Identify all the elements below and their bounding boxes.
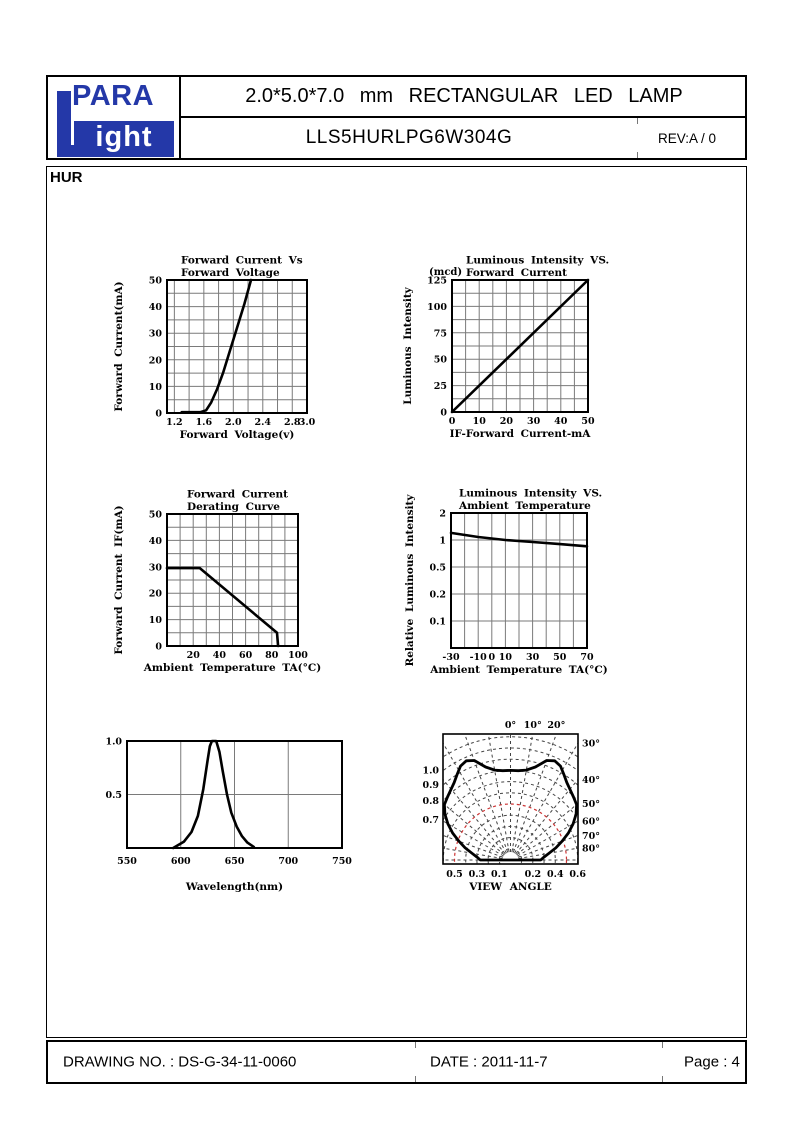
svg-text:1: 1 [439,535,446,547]
svg-text:2.8: 2.8 [283,417,301,428]
svg-text:40: 40 [554,416,568,427]
svg-text:Ambient Temperature TA(°C): Ambient Temperature TA(°C) [143,662,322,674]
svg-text:1.2: 1.2 [166,417,183,428]
svg-text:50: 50 [148,509,162,521]
svg-text:20°: 20° [547,720,566,731]
svg-text:10: 10 [472,416,486,427]
svg-text:0.1: 0.1 [429,616,446,628]
svg-text:50: 50 [433,354,447,366]
page-number: Page : 4 [684,1053,740,1071]
svg-text:0.8: 0.8 [422,796,439,808]
svg-text:-30: -30 [442,652,460,663]
svg-text:2: 2 [439,508,446,520]
svg-text:20: 20 [499,416,514,427]
svg-text:80°: 80° [582,843,600,855]
footer-date: DATE : 2011-11-7 [430,1053,548,1071]
svg-text:30: 30 [526,416,541,427]
svg-text:Wavelength(nm): Wavelength(nm) [185,881,284,893]
svg-text:(mcd): (mcd) [429,267,463,278]
revision-label: REV:A / 0 [658,130,717,146]
svg-text:Relative Luminous Intensity: Relative Luminous Intensity [404,494,416,667]
svg-text:IF-Forward Current-mA: IF-Forward Current-mA [449,428,591,440]
svg-text:Luminous Intensity VS.: Luminous Intensity VS. [459,487,603,500]
svg-text:100: 100 [288,650,308,661]
logo-text-para: PARA [72,80,155,112]
svg-text:60°: 60° [582,816,600,828]
footer-cell-divider-tick [415,1076,416,1082]
svg-text:1.0: 1.0 [422,765,439,777]
svg-text:80: 80 [265,650,279,661]
svg-text:10°: 10° [523,720,542,731]
svg-text:0: 0 [155,641,162,653]
svg-text:700: 700 [278,856,299,867]
svg-text:10: 10 [498,652,513,663]
svg-text:30°: 30° [582,738,600,750]
svg-text:20: 20 [186,650,200,661]
svg-text:Forward Current IF(mA): Forward Current IF(mA) [113,505,125,655]
svg-text:-10: -10 [469,652,487,663]
footer-cell-divider-tick [662,1076,663,1082]
logo-text-light: ight [74,121,174,157]
svg-text:Forward Current: Forward Current [187,488,289,501]
svg-text:0.5: 0.5 [429,562,446,574]
svg-text:Forward Current: Forward Current [466,267,568,279]
footer-cell-divider-tick [662,1042,663,1048]
intensity-temperature-chart [404,488,608,677]
svg-text:10: 10 [148,381,162,393]
footer [46,1040,747,1084]
footer-cell-divider-tick [415,1042,416,1048]
svg-text:750: 750 [332,856,352,867]
svg-text:100: 100 [427,301,447,313]
svg-text:10: 10 [148,615,162,627]
svg-text:Ambient Temperature TA(°C): Ambient Temperature TA(°C) [430,664,608,676]
svg-text:0: 0 [488,652,496,663]
svg-text:0.4: 0.4 [547,869,564,880]
svg-text:125: 125 [427,275,447,287]
svg-text:50: 50 [581,416,595,427]
iv-curve-chart [113,255,316,442]
drawing-number: DRAWING NO. : DS-G-34-11-0060 [63,1053,297,1071]
svg-text:60: 60 [238,650,253,661]
svg-text:30: 30 [525,652,540,663]
svg-text:0.7: 0.7 [422,815,439,827]
view-angle-chart [361,710,661,983]
svg-text:Derating Curve: Derating Curve [187,501,280,513]
product-title: 2.0*5.0*7.0 mm RECTANGULAR LED LAMP [181,77,747,118]
svg-text:70: 70 [580,652,594,663]
part-number: LLS5HURLPG6W304G [305,127,513,148]
svg-text:25: 25 [433,381,447,393]
svg-text:650: 650 [224,856,245,867]
svg-text:2.4: 2.4 [254,417,272,428]
svg-text:0: 0 [448,416,456,427]
svg-text:0.5: 0.5 [446,869,463,880]
svg-text:0.2: 0.2 [524,869,542,880]
svg-text:30: 30 [148,562,162,574]
svg-text:40: 40 [212,650,227,661]
svg-text:50: 50 [148,275,162,287]
svg-text:40: 40 [148,302,162,314]
svg-text:Forward Voltage: Forward Voltage [181,267,280,279]
svg-text:0.1: 0.1 [491,869,508,880]
svg-text:40°: 40° [582,775,600,787]
spectrum-chart [105,737,352,894]
svg-text:0.3: 0.3 [468,869,486,880]
svg-text:2.0: 2.0 [225,417,242,428]
svg-text:20: 20 [148,355,162,367]
svg-text:Ambient Temperature: Ambient Temperature [459,500,591,512]
svg-text:VIEW ANGLE: VIEW ANGLE [469,881,552,893]
svg-text:0.2: 0.2 [429,589,446,601]
svg-text:50: 50 [553,652,567,663]
svg-text:1.0: 1.0 [105,736,122,748]
svg-text:0.6: 0.6 [569,869,586,880]
svg-text:40: 40 [148,535,162,547]
svg-text:0.9: 0.9 [422,780,439,792]
svg-text:3.0: 3.0 [298,417,316,428]
svg-text:Luminous Intensity: Luminous Intensity [402,287,414,405]
svg-text:50°: 50° [582,798,600,810]
svg-text:30: 30 [148,328,162,340]
svg-text:550: 550 [117,856,137,867]
intensity-current-chart [402,255,609,441]
svg-text:Luminous Intensity VS.: Luminous Intensity VS. [466,254,610,267]
derating-chart [113,489,321,675]
svg-text:0: 0 [155,408,162,420]
section-label: HUR [50,169,83,186]
svg-text:0.5: 0.5 [105,790,122,801]
svg-text:Forward Voltage(v): Forward Voltage(v) [179,429,295,441]
svg-text:0: 0 [440,407,447,419]
svg-text:600: 600 [170,856,191,867]
svg-text:75: 75 [433,328,447,340]
svg-text:Forward Current Vs: Forward Current Vs [181,254,303,267]
svg-text:1.6: 1.6 [195,417,213,428]
svg-text:0°: 0° [504,720,517,731]
svg-text:20: 20 [148,588,162,600]
svg-text:70°: 70° [582,830,600,842]
svg-text:Forward Current(mA): Forward Current(mA) [113,281,125,412]
